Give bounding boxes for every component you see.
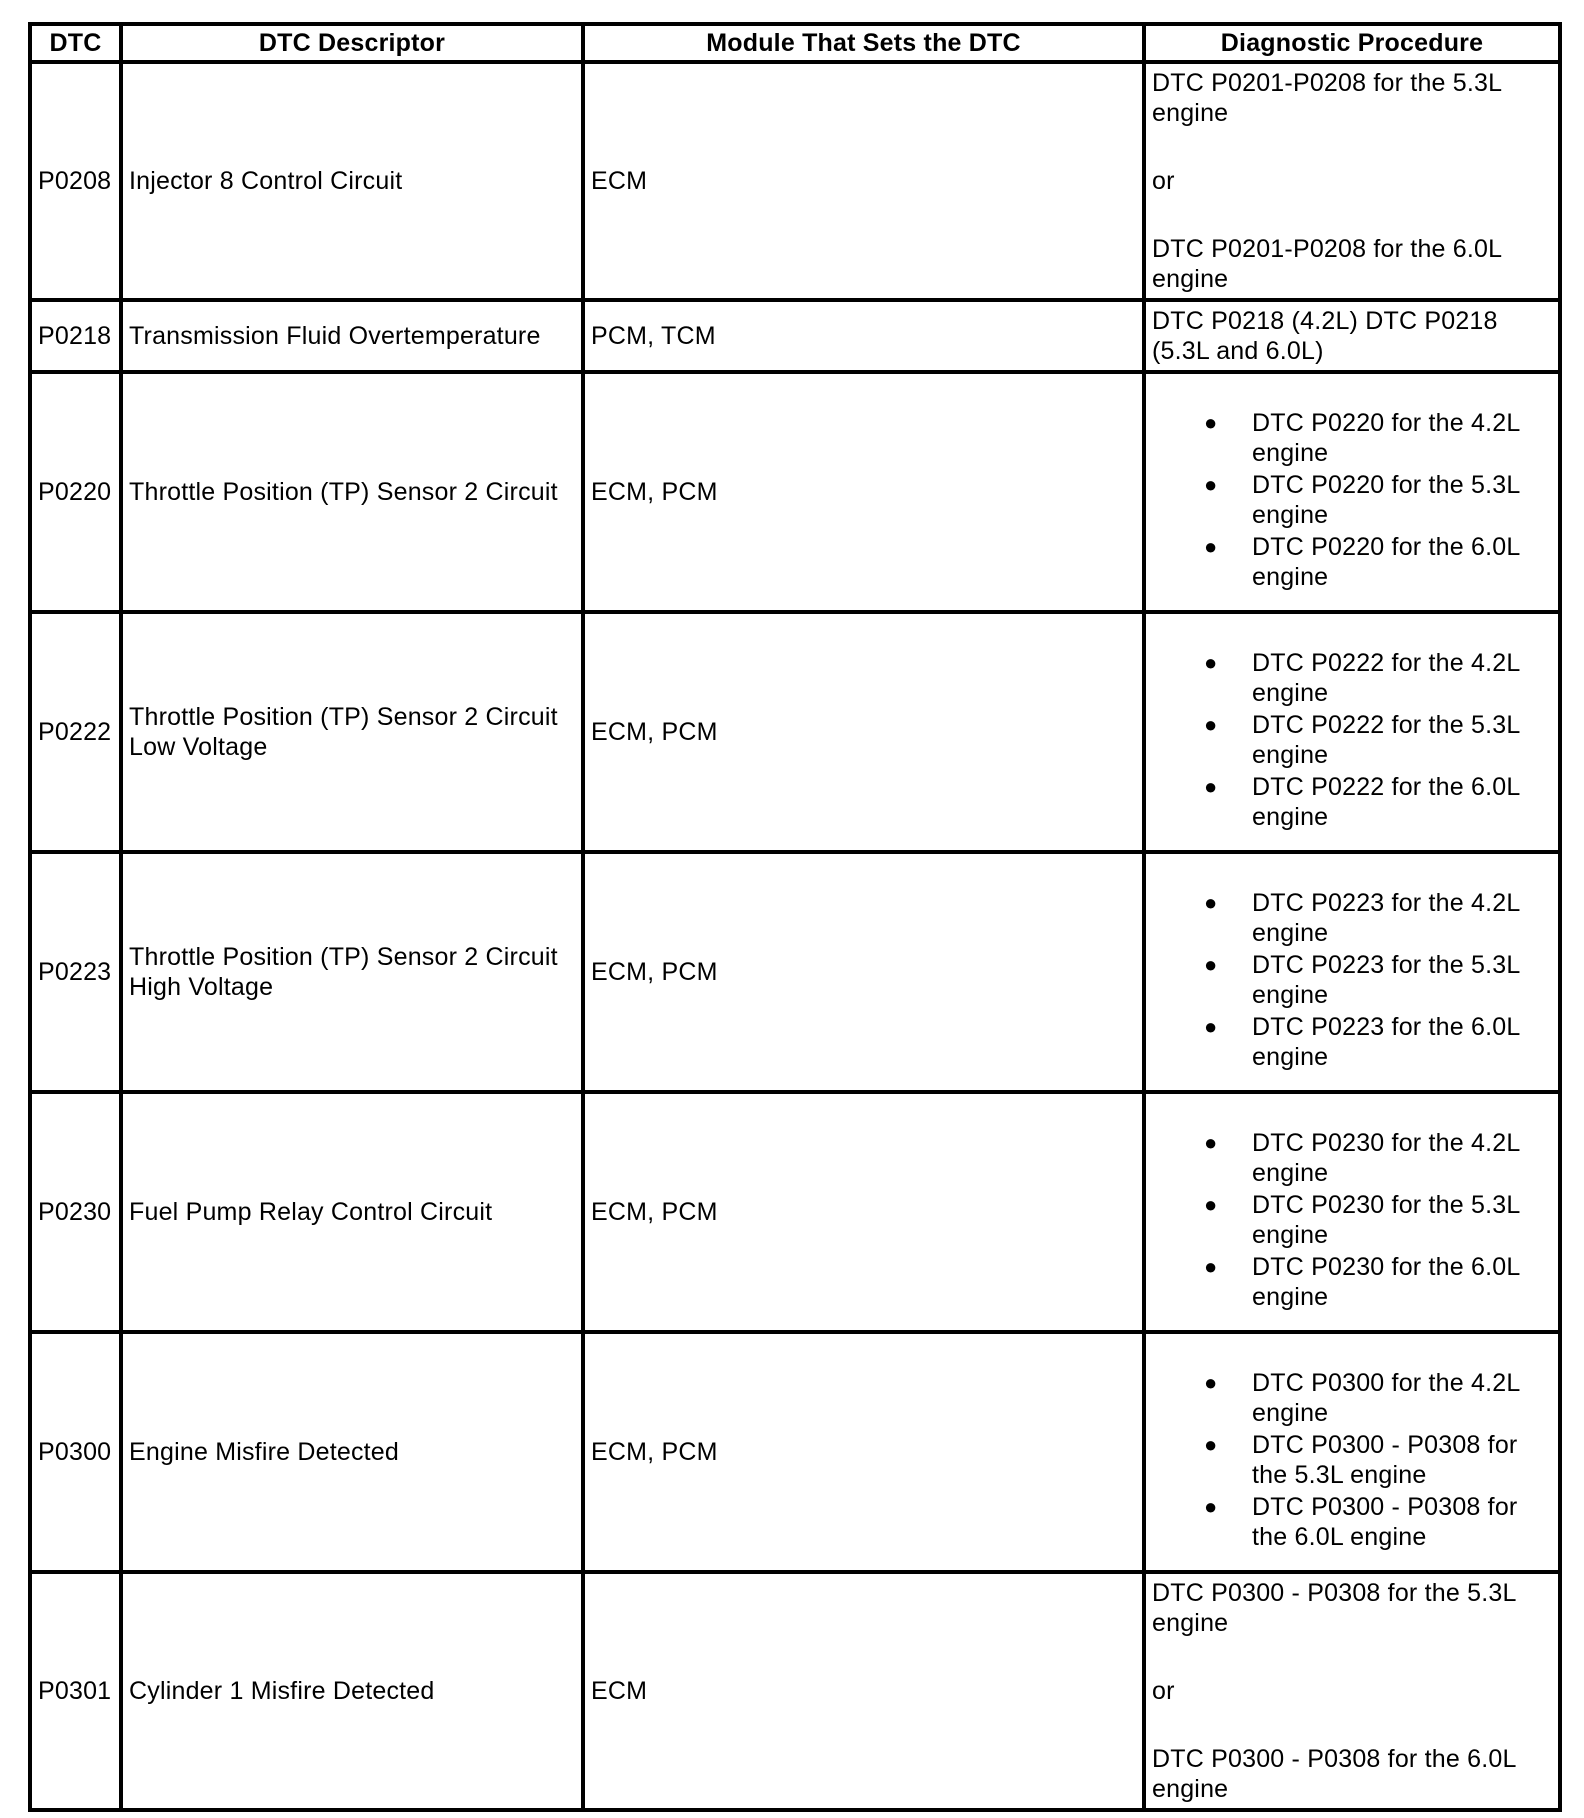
list-item: ● DTC P0222 for the 4.2L engine [1204, 649, 1520, 707]
diagnostic-procedure [1144, 1332, 1560, 1572]
procedure-list [1152, 408, 1552, 592]
procedure-list [1152, 888, 1552, 1072]
dtc-descriptor: Injector 8 Control Circuit [121, 62, 583, 300]
bullet-icon: ● [1204, 472, 1218, 497]
bullet-icon: ● [1204, 890, 1218, 915]
diagnostic-procedure [1144, 62, 1560, 300]
table-row [30, 300, 1560, 372]
list-item: ● DTC P0223 for the 4.2L engine [1204, 889, 1520, 947]
dtc-descriptor: Fuel Pump Relay Control Circuit [121, 1092, 583, 1332]
dtc-code: P0300 [30, 1332, 121, 1572]
header-diagnostic-procedure: Diagnostic Procedure [1144, 24, 1560, 62]
bullet-icon: ● [1204, 1432, 1218, 1457]
module: ECM, PCM [583, 1092, 1144, 1332]
bullet-icon: ● [1204, 534, 1218, 559]
diagnostic-procedure [1144, 372, 1560, 612]
procedure-line: DTC P0201-P0208 for the 5.3L engine [1152, 69, 1502, 127]
dtc-code: P0220 [30, 372, 121, 612]
table-row [30, 1092, 1560, 1332]
module: ECM [583, 62, 1144, 300]
list-item: ● DTC P0220 for the 4.2L engine [1204, 409, 1520, 467]
dtc-table [28, 22, 1562, 1812]
diagnostic-procedure [1144, 300, 1560, 372]
dtc-code: P0301 [30, 1572, 121, 1810]
module: ECM, PCM [583, 852, 1144, 1092]
procedure-list [1152, 1368, 1552, 1552]
module: ECM [583, 1572, 1144, 1810]
bullet-icon: ● [1204, 1192, 1218, 1217]
diagnostic-procedure [1144, 1092, 1560, 1332]
bullet-icon: ● [1204, 1130, 1218, 1155]
header-dtc-descriptor: DTC Descriptor [121, 24, 583, 62]
dtc-code: P0218 [30, 300, 121, 372]
list-item: ● DTC P0230 for the 5.3L engine [1204, 1191, 1520, 1249]
bullet-icon: ● [1204, 410, 1218, 435]
bullet-icon: ● [1204, 712, 1218, 737]
bullet-icon: ● [1204, 1254, 1218, 1279]
list-item: ● DTC P0223 for the 6.0L engine [1204, 1013, 1520, 1071]
list-item: ● DTC P0300 for the 4.2L engine [1204, 1369, 1520, 1427]
table-row [30, 612, 1560, 852]
list-item: ● DTC P0220 for the 6.0L engine [1204, 533, 1520, 591]
header-module: Module That Sets the DTC [583, 24, 1144, 62]
list-item: ● DTC P0230 for the 6.0L engine [1204, 1253, 1520, 1311]
procedure-list [1152, 648, 1552, 832]
diagnostic-procedure [1144, 852, 1560, 1092]
diagnostic-procedure [1144, 1572, 1560, 1810]
module: ECM, PCM [583, 372, 1144, 612]
dtc-code: P0208 [30, 62, 121, 300]
table-row [30, 1572, 1560, 1810]
module: PCM, TCM [583, 300, 1144, 372]
dtc-descriptor: Transmission Fluid Overtemperature [121, 300, 583, 372]
bullet-icon: ● [1204, 952, 1218, 977]
procedure-line: or [1152, 1677, 1175, 1705]
bullet-icon: ● [1204, 1370, 1218, 1395]
dtc-descriptor: Throttle Position (TP) Sensor 2 Circuit High Voltage [121, 852, 583, 1092]
procedure-line: DTC P0300 - P0308 for the 5.3L engine [1152, 1579, 1516, 1637]
header-dtc: DTC [30, 24, 121, 62]
list-item: ● DTC P0223 for the 5.3L engine [1204, 951, 1520, 1009]
list-item: ● DTC P0300 - P0308 for the 5.3L engine [1204, 1431, 1518, 1489]
table-header-row [30, 24, 1560, 62]
list-item: ● DTC P0220 for the 5.3L engine [1204, 471, 1520, 529]
dtc-descriptor: Throttle Position (TP) Sensor 2 Circuit [121, 372, 583, 612]
procedure-line: DTC P0218 (4.2L) DTC P0218 (5.3L and 6.0L) [1152, 307, 1498, 365]
diagnostic-procedure [1144, 612, 1560, 852]
dtc-descriptor: Throttle Position (TP) Sensor 2 Circuit Low Voltage [121, 612, 583, 852]
table-row [30, 852, 1560, 1092]
module: ECM, PCM [583, 612, 1144, 852]
table-row [30, 372, 1560, 612]
list-item: ● DTC P0222 for the 5.3L engine [1204, 711, 1520, 769]
list-item: ● DTC P0230 for the 4.2L engine [1204, 1129, 1520, 1187]
table-row [30, 62, 1560, 300]
procedure-line: DTC P0201-P0208 for the 6.0L engine [1152, 235, 1502, 293]
bullet-icon: ● [1204, 650, 1218, 675]
procedure-line: DTC P0300 - P0308 for the 6.0L engine [1152, 1745, 1516, 1803]
table-row [30, 1332, 1560, 1572]
dtc-descriptor: Engine Misfire Detected [121, 1332, 583, 1572]
module: ECM, PCM [583, 1332, 1144, 1572]
dtc-code: P0222 [30, 612, 121, 852]
dtc-code: P0223 [30, 852, 121, 1092]
procedure-list [1152, 1128, 1552, 1312]
list-item: ● DTC P0300 - P0308 for the 6.0L engine [1204, 1493, 1518, 1551]
list-item: ● DTC P0222 for the 6.0L engine [1204, 773, 1520, 831]
bullet-icon: ● [1204, 774, 1218, 799]
dtc-descriptor: Cylinder 1 Misfire Detected [121, 1572, 583, 1810]
bullet-icon: ● [1204, 1014, 1218, 1039]
dtc-code: P0230 [30, 1092, 121, 1332]
procedure-line: or [1152, 167, 1175, 195]
bullet-icon: ● [1204, 1494, 1218, 1519]
